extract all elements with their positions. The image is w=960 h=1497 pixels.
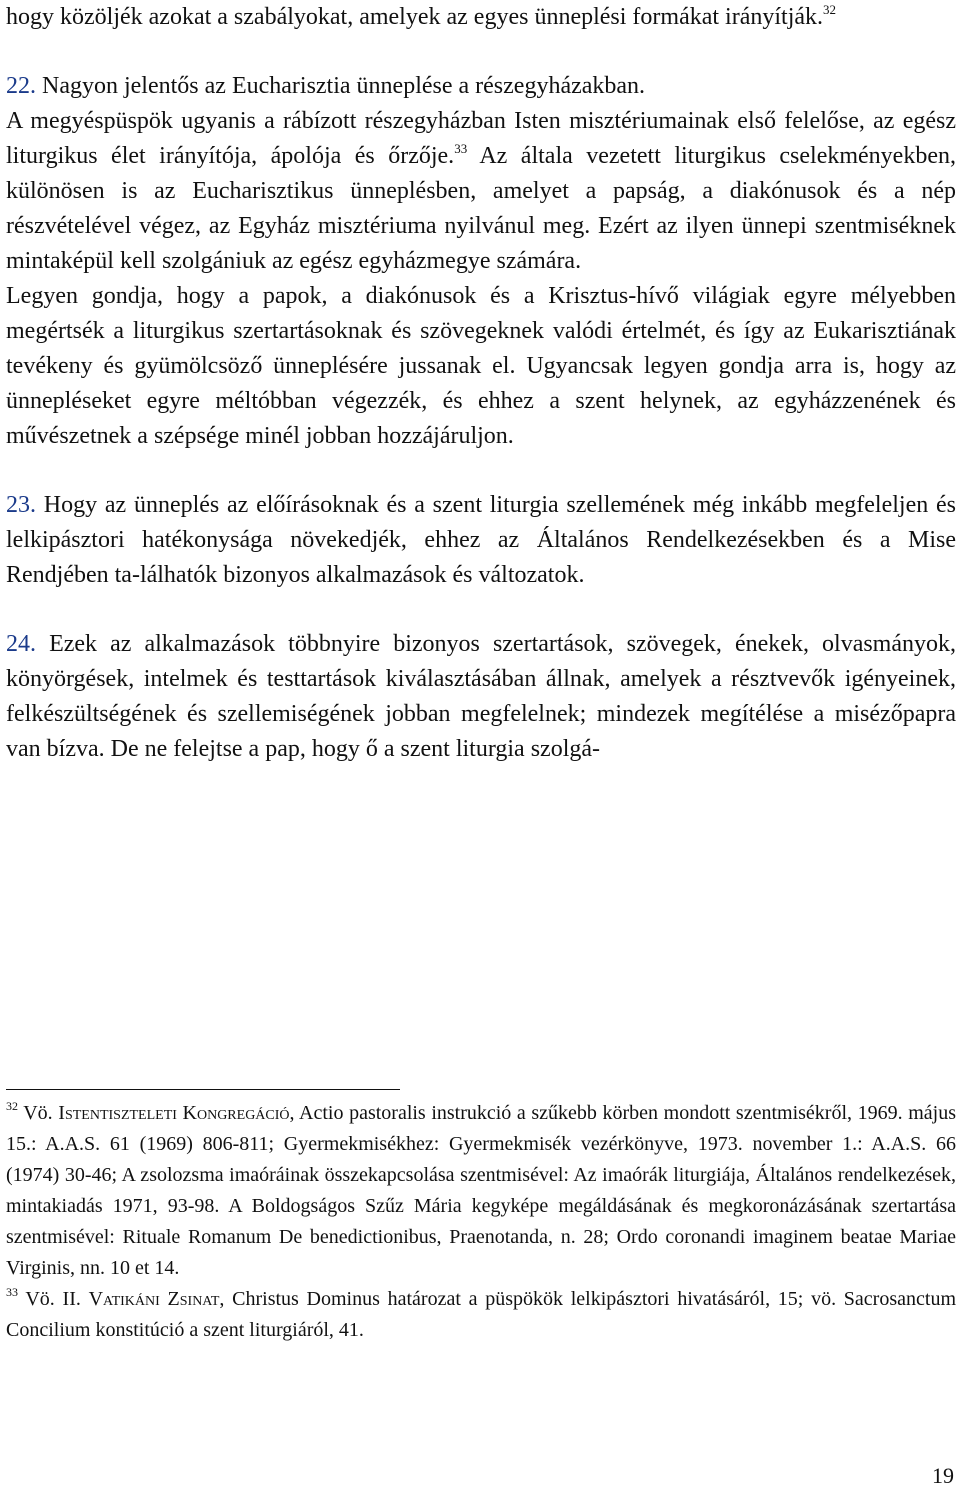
footnote-ref-32[interactable]: 32: [823, 2, 837, 17]
paragraph-gap: [6, 454, 956, 488]
paragraph-heading-text: Nagyon jelentős az Eucharisztia ünneplése a részegyházakban.: [36, 73, 646, 99]
footnote-divider: [6, 1089, 400, 1090]
footnotes: [6, 1098, 956, 1346]
footnote-text: , Christus Dominus határozat a püspökök lelkipásztori hivatásáról, 15; vö. Sacrosanctum Concilium konstitúció a szent liturgiáról, 41.: [6, 1288, 956, 1341]
page-number: 19: [932, 1463, 954, 1488]
footnote-organization: Vatikáni Zsinat: [88, 1288, 220, 1310]
paragraph-22-continuation: [6, 279, 956, 454]
paragraph-22-body: [6, 104, 956, 279]
footnote-ref-33[interactable]: 33: [454, 141, 468, 156]
paragraph-number-23: 23.: [6, 492, 36, 518]
footnote-32: [6, 1098, 956, 1284]
paragraph-text: A megyéspüspök ugyanis a rábízott részegyházban Isten misztériumainak első felelőse, az egész liturgikus élet irányítója, ápolója és őrzője.: [6, 108, 956, 169]
document-page: [6, 0, 956, 1497]
paragraph-text: Legyen gondja, hogy a papok, a diakónusok és a Krisztus-hívő világiak egyre mélyebben megértsék a liturgikus szertartásoknak és szövegeknek valódi értelmét, és így az Eukarisztiának tevékeny és gyümölcsöző ünneplésére jussanak el. Ugyancsak legyen gondja arra is, hogy az ünnepléseket egyre méltóbban végezzék, és ehhez a szent helynek, az egyházzenének és művészetnek a szépsége minél jobban hozzájáruljon.: [6, 283, 956, 449]
paragraph-intro: [6, 0, 956, 35]
footnote-text: , Actio pastoralis instrukció a szűkebb körben mondott szentmisékről, 1969. május 15.: A.A.S. 61 (1969) 806-811; Gyermekmisékhez: Gyermekmisék vezérkönyve, 1973. november 1.: A.A.S. 66 (1974) 30-46; A zsolozsma imaóráinak összekapcsolása szentmisével: Az imaórák liturgiája, Általános rendelkezések, mintakiadás 1971, 93-98. A Boldogságos Szűz Mária kegyképe megáldásának és megkoronázásának szertartása szentmisével: Rituale Romanum De benedictionibus, Praenotanda, n. 28; Ordo coronandi imaginem beatae Mariae Virginis, nn. 10 et 14.: [6, 1102, 956, 1279]
main-text: [6, 0, 956, 767]
paragraph-number-22: 22.: [6, 73, 36, 99]
paragraph-gap: [6, 35, 956, 69]
footnote-text: Vö.: [18, 1102, 59, 1124]
paragraph-23: [6, 488, 956, 593]
footnote-mark-33: 33: [6, 1285, 18, 1299]
footnote-organization: Istentiszteleti Kongregáció: [58, 1102, 290, 1124]
footnote-text: Vö. II.: [18, 1288, 89, 1310]
paragraph-text: Hogy az ünneplés az előírásoknak és a szent liturgia szellemének még inkább megfeleljen és lelkipásztori hatékonysága növekedjék, ehhez az Általános Rendelkezésekben és a Mise Rendjében ta-lálhatók bizonyos alkalmazások és változatok.: [6, 492, 956, 588]
paragraph-gap: [6, 593, 956, 627]
paragraph-number-24: 24.: [6, 631, 36, 657]
paragraph-24: [6, 627, 956, 767]
paragraph-22-heading: [6, 69, 956, 104]
paragraph-text: Az általa vezetett liturgikus cselekményekben, különösen is az Eucharisztikus ünneplésben, amelyet a papság, a diakónusok és a nép részvételével végez, az Egyház misztériuma nyilvánul meg. Ezért az ilyen ünnepi szentmiséknek mintaképül kell szolgániuk az egész egyházmegye számára.: [6, 143, 956, 274]
footnote-mark-32: 32: [6, 1099, 18, 1113]
paragraph-text: hogy közöljék azokat a szabályokat, amelyek az egyes ünneplési formákat irányítják.: [6, 4, 824, 30]
paragraph-text: Ezek az alkalmazások többnyire bizonyos szertartások, szövegek, énekek, olvasmányok, könyörgések, intelmek és testtartások kiválasztásában állnak, amelyek a résztvevők igényeinek, felkészültségének és szellemiségének jobban megfelelnek; mindezek megítélése a misézőpapra van bízva. De ne felejtse a pap, hogy ő a szent liturgia szolgá-: [6, 631, 956, 762]
footnote-33: [6, 1284, 956, 1346]
